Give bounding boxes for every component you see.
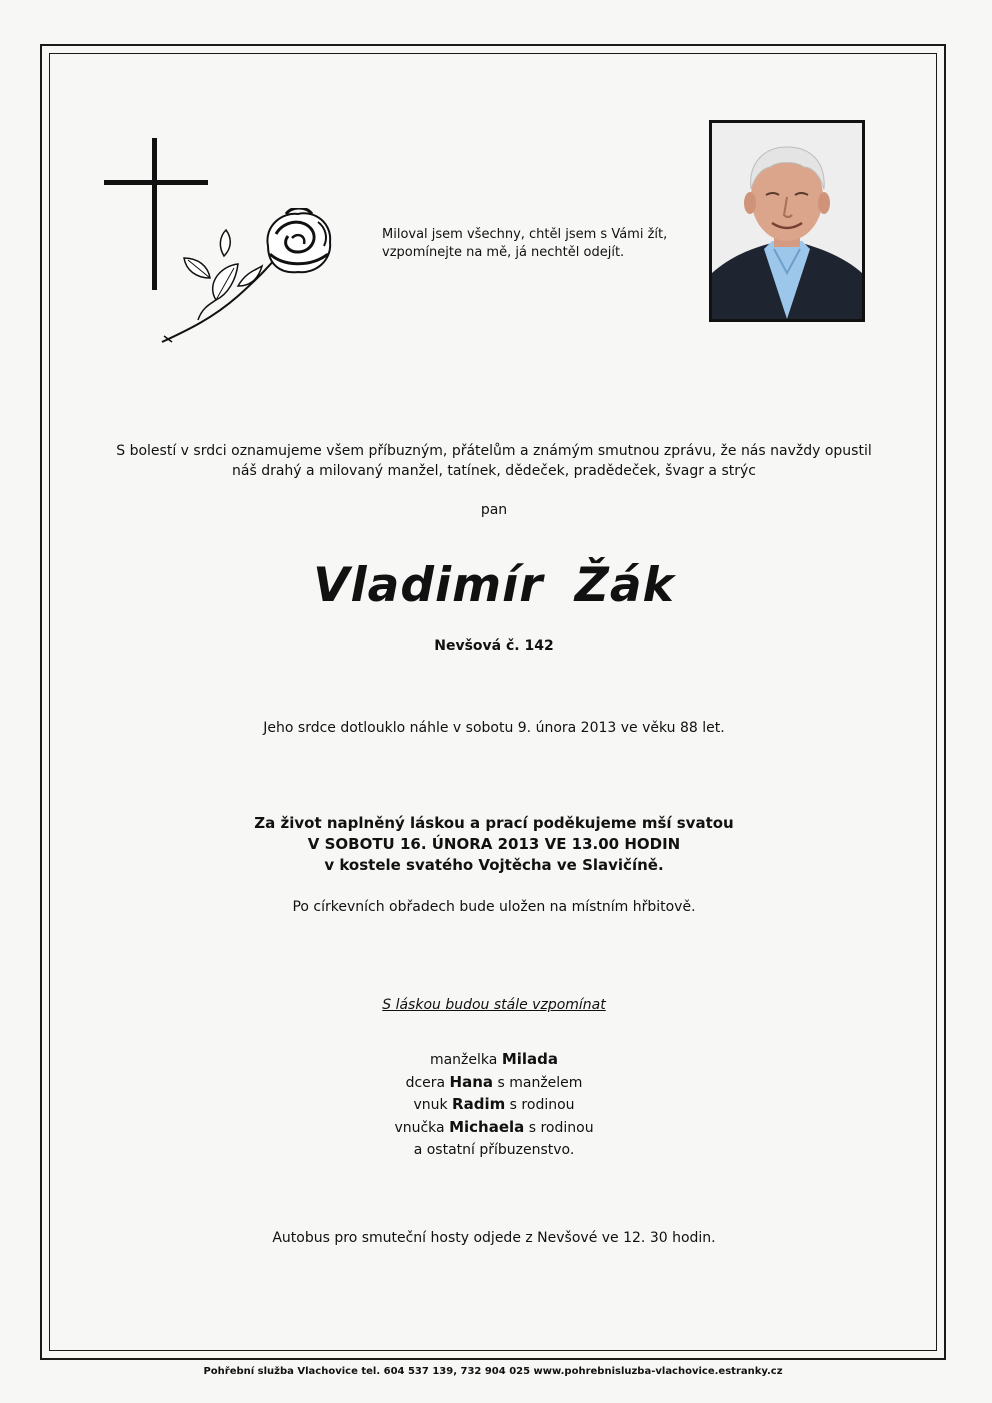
deceased-address: Nevšová č. 142 (434, 638, 554, 654)
relation-suffix: s rodinou (505, 1097, 575, 1113)
quote-line-2: vzpomínejte na mě, já nechtěl odejít. (382, 245, 625, 260)
relation-suffix: s manželem (493, 1074, 583, 1091)
announcement-text (60, 441, 928, 481)
member-name: Michaela (449, 1117, 525, 1136)
memorial-quote (382, 226, 702, 262)
family-member (60, 1049, 928, 1072)
rose-icon (158, 208, 340, 346)
family-member (60, 1139, 928, 1162)
relation: vnuk (413, 1097, 453, 1113)
quote-line-1: Miloval jsem všechny, chtěl jsem s Vámi žít, (382, 227, 668, 242)
portrait-photo (709, 120, 865, 322)
announcement-line-2: náš drahý a milovaný manžel, tatínek, dědeček, pradědeček, švagr a strýc (232, 463, 756, 479)
remember-heading: S láskou budou stále vzpomínat (382, 997, 606, 1013)
title-word: pan (480, 502, 508, 518)
death-notice: Jeho srdce dotlouklo náhle v sobotu 9. února 2013 ve věku 88 let. (263, 720, 725, 736)
mass-line-3: v kostele svatého Vojtěcha ve Slavičíně. (324, 856, 664, 874)
announcement-line-1: S bolestí v srdci oznamujeme všem příbuzným, přátelům a známým smutnou zprávu, že nás navždy opustil (116, 443, 872, 459)
relation: vnučka (394, 1119, 450, 1136)
member-name: Hana (449, 1072, 494, 1091)
family-member (60, 1094, 928, 1117)
member-name: Radim (452, 1095, 506, 1113)
member-name: Milada (501, 1050, 559, 1068)
family-list (60, 1049, 928, 1162)
portrait-illustration (712, 123, 862, 319)
relation: a ostatní příbuzenstvo. (413, 1142, 575, 1158)
relation-suffix: s rodinou (524, 1119, 594, 1136)
deceased-name (60, 558, 928, 613)
last-name: Žák (574, 558, 675, 613)
funeral-service-footer: Pohřební služba Vlachovice tel. 604 537 139, 732 904 025 www.pohrebnisluzba-vlachovice.estranky.cz (203, 1366, 783, 1377)
relation: dcera (405, 1074, 450, 1091)
mass-line-2: V SOBOTU 16. ÚNORA 2013 VE 13.00 HODIN (307, 835, 681, 853)
mass-line-1: Za život naplněný láskou a prací poděkujeme mší svatou (254, 814, 734, 832)
first-name: Vladimír (313, 558, 544, 613)
family-member (60, 1117, 928, 1140)
relation: manželka (429, 1052, 502, 1068)
bus-note: Autobus pro smuteční hosty odjede z Nevšové ve 12. 30 hodin. (272, 1230, 716, 1246)
mass-announcement (60, 813, 928, 876)
family-member (60, 1072, 928, 1095)
burial-note: Po církevních obřadech bude uložen na místním hřbitově. (292, 899, 696, 915)
